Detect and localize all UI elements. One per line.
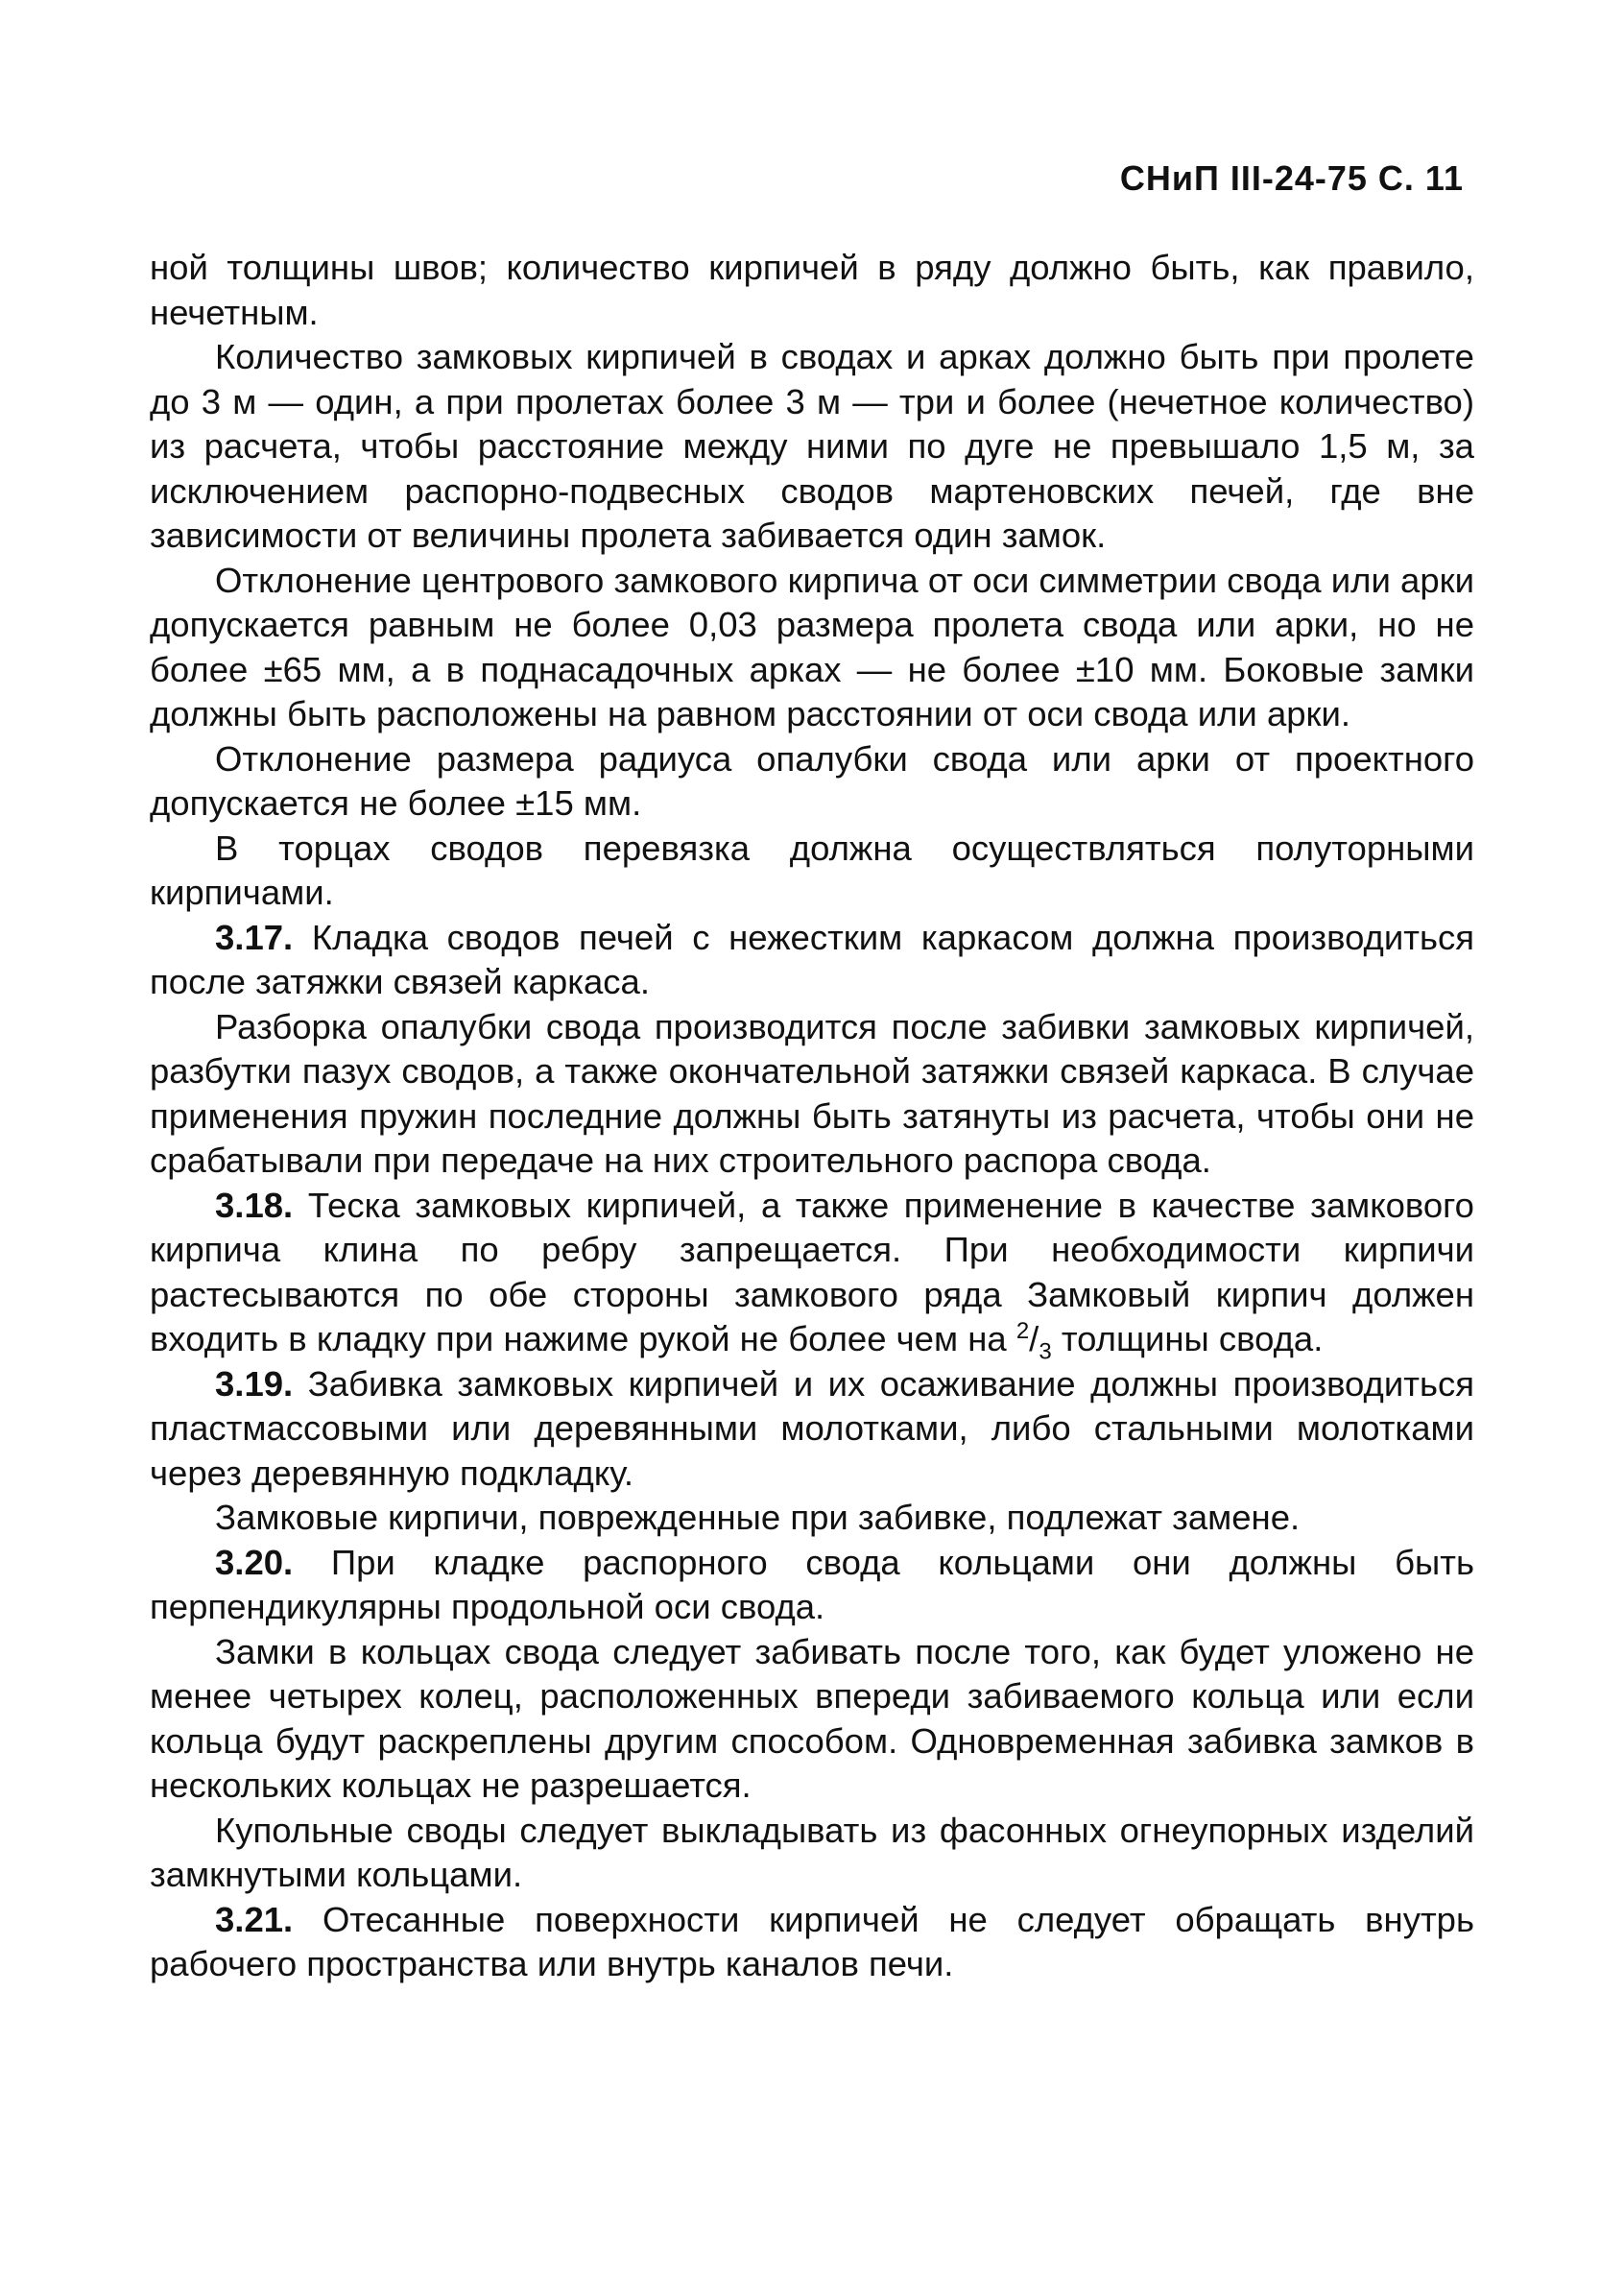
paragraph-continuation: ной толщины швов; количество кирпичей в ряду должно быть, как правило, нечетным. [150,248,1474,332]
paragraph: В торцах сводов перевязка должна осуществляться полуторными кирпичами. [150,828,1474,912]
clause-text-tail: толщины свода. [1061,1319,1324,1358]
clause-number: 3.18. [215,1185,294,1225]
clause-number: 3.20. [215,1542,294,1582]
clause-paragraph [150,1898,1474,1987]
clause-text: Кладка сводов печей с нежестким каркасом должна производиться после затяжки связей каркаса. [150,917,1474,1001]
clause-text: Теска замковых кирпичей, а также применение в качестве замкового кирпича клина по ребру запрещается. При необходимости кирпичи растесываются по обе стороны замкового ряда Замковый кирпич должен входить в кладку при нажиме рукой не более чем на [150,1185,1474,1358]
fraction-denominator: 3 [1039,1338,1052,1365]
document-reference-header: СНиП III-24-75 С. 11 [1119,158,1464,198]
clause-paragraph: 3.18. Теска замковых кирпичей, а также применение в качестве замкового кирпича клина по ребру запрещается. При необходимости кирпичи растесываются по обе стороны замкового ряда Замковый кирпич должен входить в кладку при нажиме рукой не более чем на $^2/_3$ толщины свода. [150,1185,1474,1365]
document-body [150,246,1474,1987]
clause-number: 3.21. [215,1899,294,1939]
clause-text: При кладке распорного свода кольцами они должны быть перпендикулярны продольной оси свода. [150,1542,1474,1626]
paragraph: Количество замковых кирпичей в сводах и арках должно быть при пролете до 3 м — один, а при пролетах более 3 м — три и более (нечетное количество) из расчета, чтобы расстояние между ними по дуге не превышало 1,5 м, за исключением распорно-подвесных сводов мартеновских печей, где вне зависимости от величины пролета забивается один замок. [150,337,1474,555]
paragraph: Разборка опалубки свода производится после забивки замковых кирпичей, разбутки пазух сводов, а также окончательной затяжки связей каркаса. В случае применения пружин последние должны быть затянуты из расчета, чтобы они не срабатывали при передаче на них строительного распора свода. [150,1006,1474,1180]
clause-text: Отесанные поверхности кирпичей не следует обращать внутрь рабочего пространства или внутрь каналов печи. [150,1899,1474,1983]
clause-text: Забивка замковых кирпичей и их осаживание должны производиться пластмассовыми или деревянными молотками, либо стальными молотками через деревянную подкладку. [150,1363,1474,1493]
paragraph: Отклонение размера радиуса опалубки свода или арки от проектного допускается не более ±15 мм. [150,738,1474,823]
paragraph: Замковые кирпичи, поврежденные при забивке, подлежат замене. [215,1498,1301,1537]
clause-paragraph [150,1541,1474,1630]
fraction-numerator: 2 [1015,1317,1030,1344]
clause-number: 3.17. [215,917,294,957]
paragraph: Замки в кольцах свода следует забивать после того, как будет уложено не менее четырех колец, расположенных впереди забиваемого кольца или если кольца будут раскреплены другим способом. Одновременная забивка замков в нескольких кольцах не разрешается. [150,1631,1474,1805]
paragraph: Купольные своды следует выкладывать из фасонных огнеупорных изделий замкнутыми кольцами. [150,1810,1474,1894]
paragraph: Отклонение центрового замкового кирпича от оси симметрии свода или арки допускается равным не более 0,03 размера пролета свода или арки, но не более ±65 мм, а в поднасадочных арках — не более ±10 мм. Боковые замки должны быть расположены на равном расстоянии от оси свода или арки. [150,560,1474,733]
clause-paragraph [150,916,1474,1005]
clause-number: 3.19. [215,1363,294,1404]
clause-paragraph [150,1362,1474,1497]
